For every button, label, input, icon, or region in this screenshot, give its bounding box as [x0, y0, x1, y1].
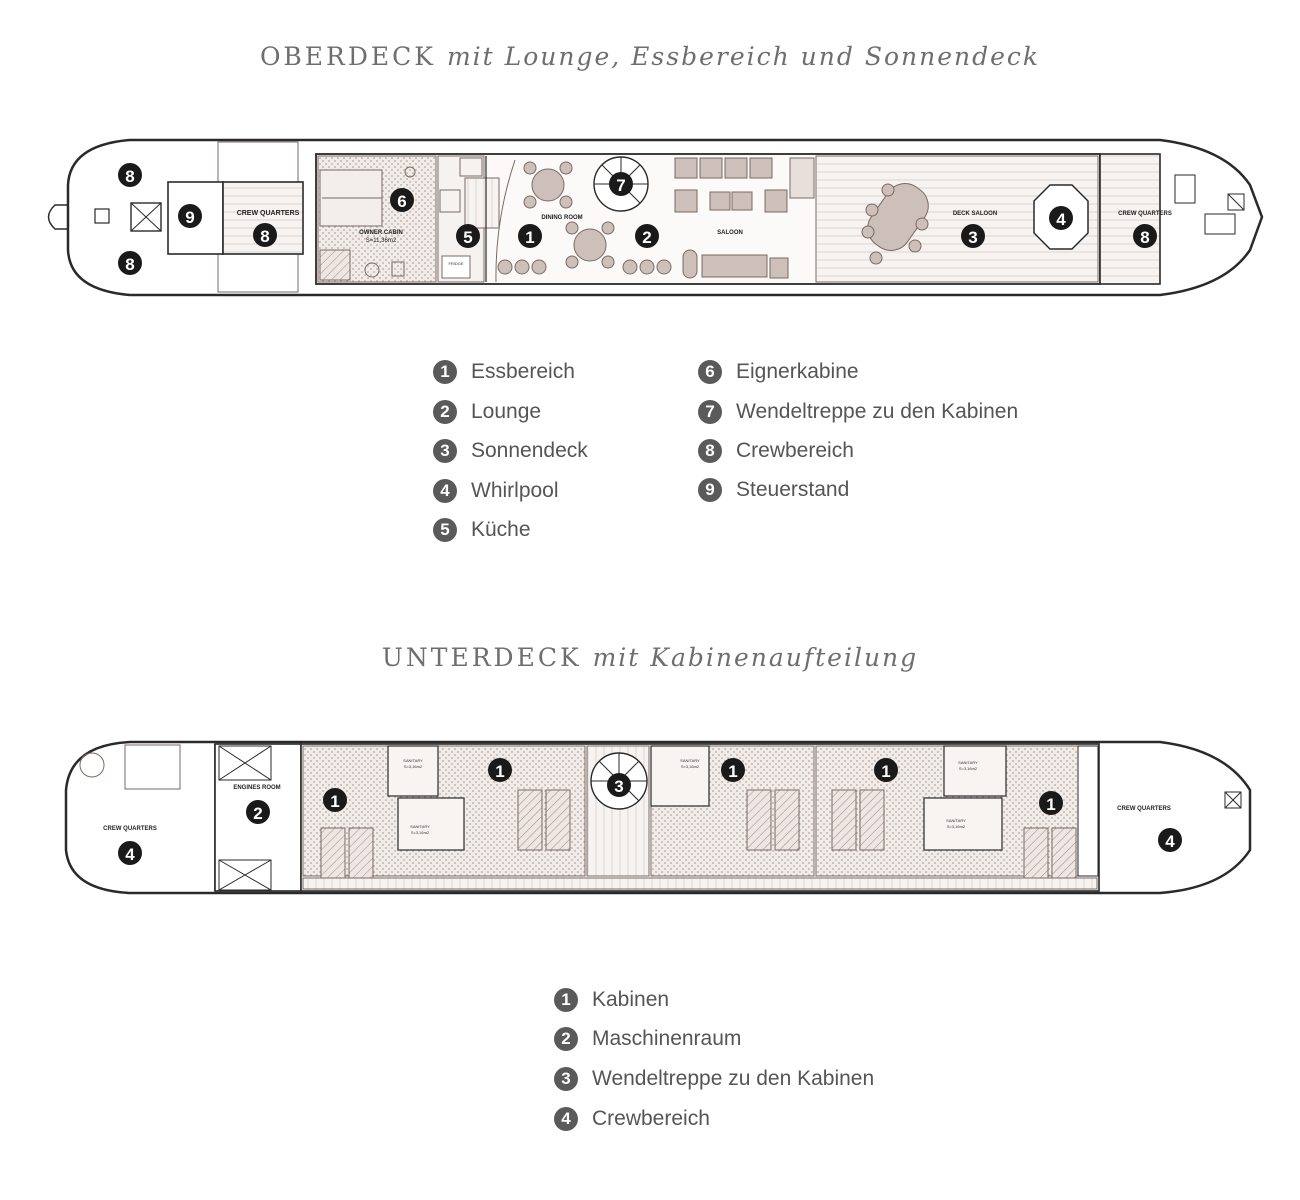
svg-text:5: 5: [463, 228, 473, 247]
marker-1-cabin-e: [1039, 791, 1063, 815]
legend-bullet: 1: [554, 988, 578, 1012]
crew-quarters-aft-label: CREW QUARTERS: [236, 210, 300, 217]
svg-text:1: 1: [495, 762, 505, 781]
svg-text:7: 7: [616, 176, 626, 195]
legend-bullet: 3: [433, 439, 457, 463]
legend-label: Crewbereich: [736, 439, 854, 462]
marker-4-aft: [118, 841, 142, 865]
legend-bullet: 7: [698, 400, 722, 424]
legend-bullet: 9: [698, 478, 722, 502]
svg-text:1: 1: [881, 762, 891, 781]
svg-text:4: 4: [1165, 832, 1175, 851]
legend-label: Crewbereich: [592, 1107, 710, 1130]
legend-bullet: 1: [433, 360, 457, 384]
svg-text:8: 8: [260, 227, 270, 246]
legend-bullet: 2: [433, 400, 457, 424]
sanitary-area: S=3,16m2: [946, 824, 966, 829]
owner-cabin-area: S=11,36m2: [365, 238, 397, 244]
fridge-label: FRIDGE: [448, 261, 464, 266]
legend-bullet: 4: [554, 1107, 578, 1131]
svg-text:1: 1: [728, 762, 738, 781]
sanitary-label: SANITARY: [403, 758, 423, 763]
marker-1-cabin-c: [721, 758, 745, 782]
svg-text:8: 8: [125, 255, 135, 274]
engines-room-label: ENGINES ROOM: [233, 785, 281, 791]
svg-text:2: 2: [642, 228, 652, 247]
legend-label: Eignerkabine: [736, 360, 859, 383]
upper-deck-title-caps: OBERDECK: [259, 42, 436, 71]
marker-1-cabin-a: [323, 788, 347, 812]
legend-bullet: 6: [698, 360, 722, 384]
marker-3-stair: [607, 773, 631, 797]
legend-label: Wendeltreppe zu den Kabinen: [736, 400, 1019, 423]
upper-deck-title-italic: mit Lounge, Essbereich und Sonnendeck: [446, 42, 1041, 71]
legend-label: Sonnendeck: [471, 439, 588, 462]
legend-bullet: 4: [433, 479, 457, 503]
svg-text:1: 1: [330, 792, 340, 811]
svg-text:4: 4: [1056, 210, 1066, 229]
deck-saloon-label: DECK SALOON: [952, 211, 998, 217]
sanitary-area: S=3,16m2: [403, 764, 423, 769]
lower-crew-aft-label: CREW QUARTERS: [103, 826, 157, 832]
svg-text:8: 8: [1140, 228, 1150, 247]
crew-quarters-bow-label: CREW QUARTERS: [1118, 211, 1172, 217]
legend-bullet: 3: [554, 1067, 578, 1091]
sanitary-label: SANITARY: [680, 758, 700, 763]
svg-text:9: 9: [185, 208, 195, 227]
marker-4-bow: [1158, 828, 1182, 852]
svg-text:3: 3: [968, 228, 978, 247]
svg-text:4: 4: [125, 845, 135, 864]
svg-text:8: 8: [125, 167, 135, 186]
legend-label: Steuerstand: [736, 478, 850, 501]
sanitary-area: S=3,16m2: [958, 766, 978, 771]
legend-label: Maschinenraum: [592, 1027, 742, 1050]
saloon-label: SALOON: [717, 230, 743, 236]
legend-label: Wendeltreppe zu den Kabinen: [592, 1067, 875, 1090]
legend-label: Lounge: [471, 400, 542, 423]
legend-bullet: 2: [554, 1027, 578, 1051]
svg-text:2: 2: [253, 804, 263, 823]
sanitary-label: SANITARY: [946, 818, 966, 823]
sanitary-label: SANITARY: [410, 824, 430, 829]
owner-cabin-label: OWNER CABIN: [359, 230, 403, 236]
sanitary-label: SANITARY: [958, 760, 978, 765]
svg-text:3: 3: [614, 777, 624, 796]
svg-text:6: 6: [397, 192, 407, 211]
legend-bullet: 5: [433, 518, 457, 542]
legend-label: Kabinen: [592, 988, 670, 1011]
sanitary-area: S=3,16m2: [410, 830, 430, 835]
marker-2-engines: [246, 800, 270, 824]
legend-bullet: 8: [698, 439, 722, 463]
dining-room-label: DINING ROOM: [541, 215, 583, 221]
lower-deck-title-italic: mit Kabinenaufteilung: [592, 643, 919, 672]
svg-text:1: 1: [1046, 795, 1056, 814]
legend-label: Whirlpool: [471, 479, 559, 502]
legend-label: Essbereich: [471, 360, 575, 383]
lower-deck-title-caps: UNTERDECK: [381, 643, 582, 672]
sanitary-area: S=3,16m2: [680, 764, 700, 769]
legend-label: Küche: [471, 518, 531, 541]
marker-1-cabin-b: [488, 758, 512, 782]
marker-1-cabin-d: [874, 758, 898, 782]
svg-text:1: 1: [525, 228, 535, 247]
lower-crew-bow-label: CREW QUARTERS: [1117, 806, 1171, 812]
